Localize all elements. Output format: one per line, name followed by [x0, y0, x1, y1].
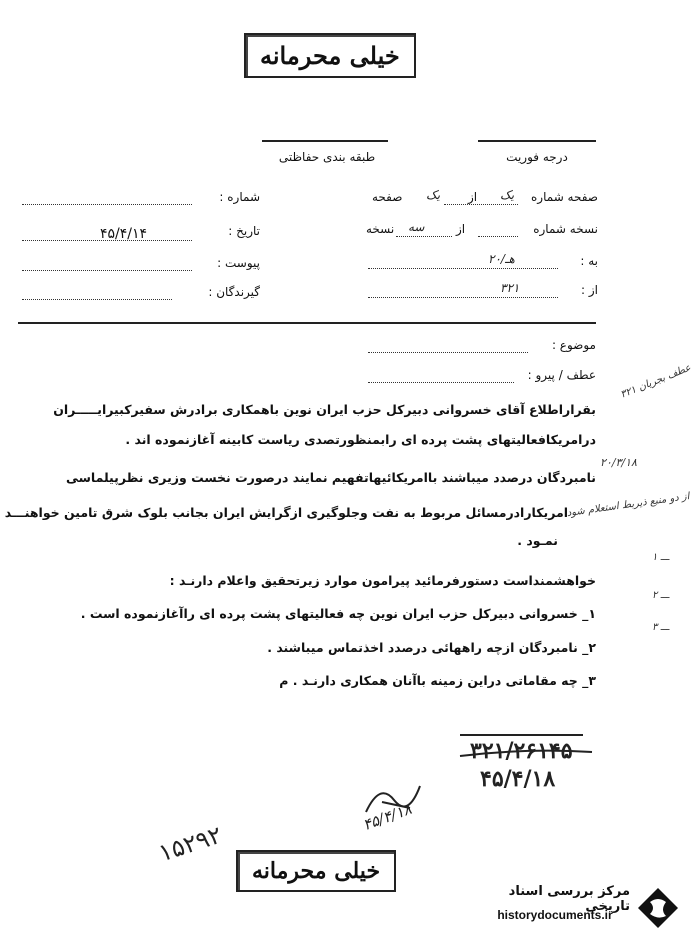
from-dots — [368, 297, 558, 298]
date-label: تاریخ : — [228, 224, 260, 238]
attachment-label: پیوست : — [217, 256, 260, 270]
top-stamp-text: خیلی محرمانه — [260, 41, 400, 70]
bottom-classification-stamp — [236, 850, 396, 892]
watermark — [480, 880, 690, 940]
subject-dots — [368, 352, 528, 353]
security-class-label: طبقه بندی حفاظتی — [278, 150, 376, 164]
copy-total-value: سه — [408, 220, 425, 234]
attachment-dots — [22, 270, 192, 271]
margin-note-2: ۲۰/۳/۱۸ — [600, 456, 637, 469]
item-1: ۱_ خسروانی دبیرکل حزب ایران نوین چه فعالیتهای پشت پرده ای راآغازنموده است . — [80, 606, 596, 621]
copy-unit-label: نسخه — [366, 222, 395, 236]
top-classification-stamp — [244, 33, 416, 78]
copy-number-dots — [478, 236, 518, 237]
page-number-dots — [444, 204, 518, 205]
page-total-value: یک — [426, 188, 441, 202]
margin-mark-3-text: ۳ — [652, 622, 658, 633]
header-line-right — [478, 140, 596, 142]
subject-label: موضوع : — [551, 338, 596, 352]
item-3: ۳_ چه مقاماتی دراین زمینه باآنان همکاری دارنـد . م — [279, 673, 596, 688]
page-unit-label: صفحه — [372, 190, 403, 204]
ref-dots — [368, 382, 514, 383]
page-number-value: یک — [500, 188, 515, 202]
number-dots — [22, 204, 192, 205]
header-divider — [18, 322, 596, 324]
signature-date: ۴۵/۴/۱۸ — [360, 799, 414, 835]
watermark-url: historydocuments.ir — [497, 908, 613, 922]
margin-mark-3: ۳ ـــ — [652, 622, 670, 633]
archive-logo-icon — [634, 884, 682, 932]
copy-of-label: از — [456, 222, 466, 236]
copy-number-label: نسخه شماره — [533, 222, 598, 236]
paragraph-2-line-3: نمـود . — [517, 533, 558, 548]
file-number-handwritten: ۳۲۱/۲۶۱۴۵ — [460, 734, 583, 764]
header-line-left — [262, 140, 388, 142]
page-of-label: از — [468, 190, 478, 204]
from-value: ۳۲۱ — [500, 281, 520, 295]
margin-mark-1: ۱ ـــ — [652, 552, 670, 563]
file-date-handwritten: ۴۵/۴/۱۸ — [480, 766, 556, 792]
bottom-stamp-text: خیلی محرمانه — [252, 858, 381, 884]
date-value: ۴۵/۴/۱۴ — [100, 226, 148, 242]
item-2: ۲_ نامبردگان ازچه راههائی درصدد اخذتماس میباشند . — [267, 640, 596, 655]
ref-label: عطف / پیرو : — [527, 368, 596, 382]
recipients-label: گیرندگان : — [208, 285, 260, 299]
side-archive-number: ۱۵۲۹۲ — [155, 820, 226, 868]
to-label: به : — [580, 254, 598, 268]
margin-mark-2: ۲ ـــ — [652, 590, 670, 601]
paragraph-1-line-1: بقراراطلاع آقای خسروانی دبیرکل حزب ایران نوین باهمکاری برادرش سفیرکبیرایـــــران — [53, 402, 596, 417]
margin-mark-1-text: ۱ — [652, 552, 658, 563]
to-value: ۲۰/هـ — [488, 252, 515, 266]
margin-note-1: عطف بجریان ۳۲۱ — [618, 362, 693, 401]
file-number-underline — [456, 736, 596, 762]
page-number-label: صفحه شماره — [531, 190, 598, 204]
priority-label: درجه فوریت — [506, 150, 568, 164]
paragraph-3: خواهشمنداست دستورفرمائید پیرامون موارد زیرتحقیق واعلام دارنـد : — [169, 573, 596, 588]
recipients-dots — [22, 299, 172, 300]
margin-note-3: از دو منبع ذیربط استعلام شود — [566, 491, 691, 520]
margin-mark-2-text: ۲ — [652, 590, 658, 601]
paragraph-2-line-2: امریکارادرمسائل مربوط به نفت وجلوگیری ازگرایش ایران بجانب بلوک شرق تامین خواهنـــد — [4, 505, 568, 520]
watermark-title: مرکز بررسی اسناد تاریخی — [508, 884, 630, 914]
number-label: شماره : — [219, 190, 260, 204]
from-label: از : — [581, 283, 598, 297]
paragraph-2-line-1: نامبردگان درصدد میباشند باامریکائیهاتفهیم نمایند درصورت نخست وزیری نظرپیلماسی — [65, 470, 596, 485]
paragraph-1-line-2: درامریکافعالیتهای پشت پرده ای رابمنظورتصدی ریاست کابینه آغازنموده اند . — [125, 432, 596, 447]
to-dots — [368, 268, 558, 269]
copy-total-dots — [396, 236, 452, 237]
